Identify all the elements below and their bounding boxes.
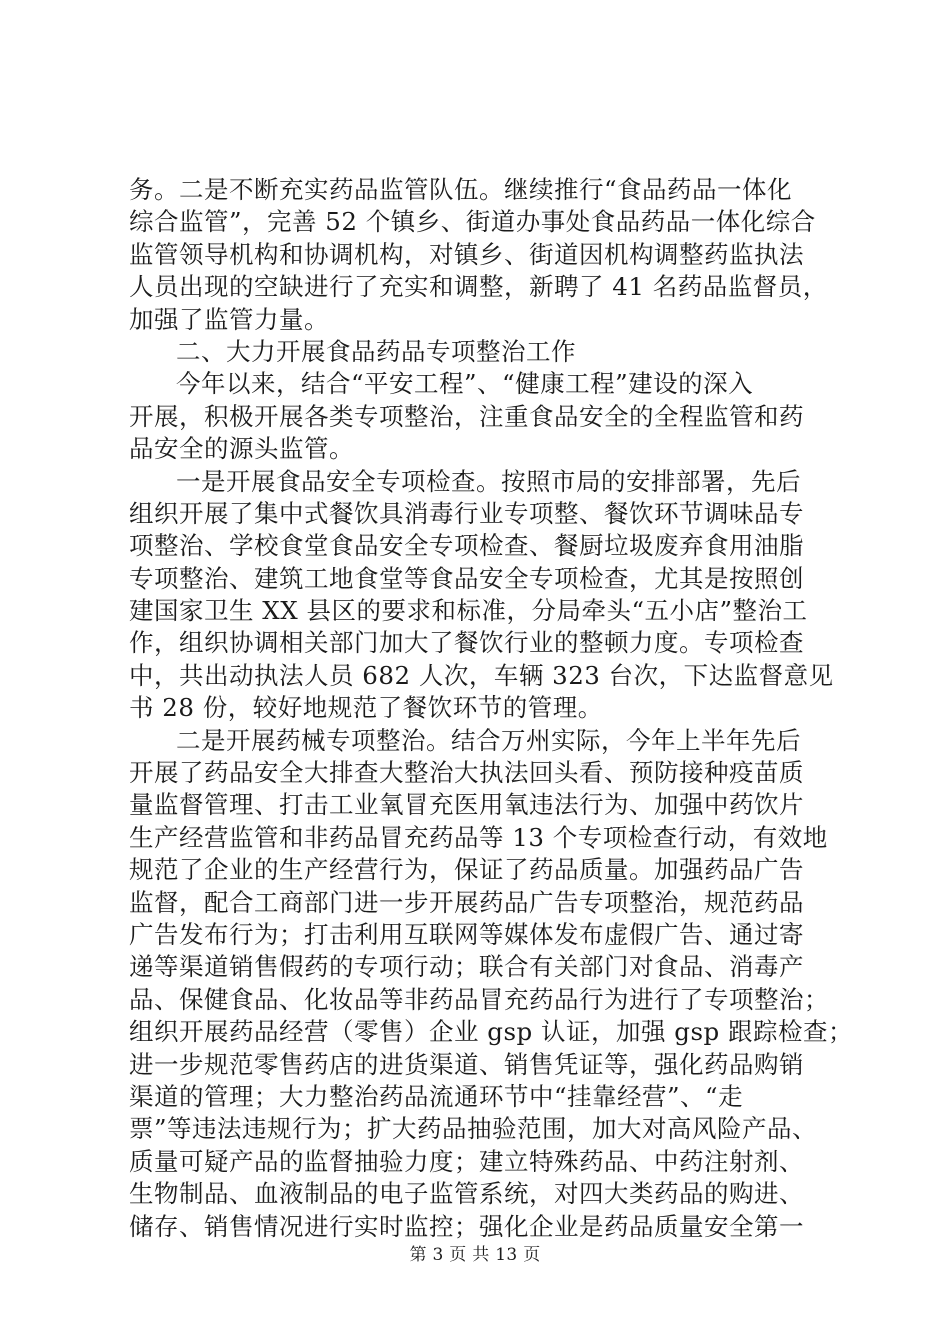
text-line: 广告发布行为；打击利用互联网等媒体发布虚假广告、通过寄 [129,919,804,949]
text-line: 品安全的源头监管。 [129,434,354,464]
text-line: 中，共出动执法人员 682 人次，车辆 323 台次，下达监督意见 [129,660,834,690]
text-line: 一是开展食品安全专项检查。按照市局的安排部署，先后 [176,466,801,496]
text-line: 作，组织协调相关部门加大了餐饮行业的整顿力度。专项检查 [129,628,804,658]
text-line: 人员出现的空缺进行了充实和调整，新聘了 41 名药品监督员， [129,272,828,302]
text-line: 量监督管理、打击工业氧冒充医用氧违法行为、加强中药饮片 [129,790,804,820]
text-line: 监管领导机构和协调机构，对镇乡、街道因机构调整药监执法 [129,239,804,269]
text-line: 品、保健食品、化妆品等非药品冒充药品行为进行了专项整治； [129,984,829,1014]
text-line: 组织开展了集中式餐饮具消毒行业专项整、餐饮环节调味品专 [129,498,804,528]
text-line: 规范了企业的生产经营行为，保证了药品质量。加强药品广告 [129,855,804,885]
body-text [129,174,854,1243]
text-line: 进一步规范零售药店的进货渠道、销售凭证等，强化药品购销 [129,1049,804,1079]
text-line: 渠道的管理；大力整治药品流通环节中“挂靠经营”、“走 [129,1081,744,1111]
text-line: 组织开展药品经营（零售）企业 gsp 认证，加强 gsp 跟踪检查； [129,1017,854,1047]
page-footer: 第 3 页 共 13 页 [409,1245,541,1265]
text-line: 票”等违法违规行为；扩大药品抽验范围，加大对高风险产品、 [129,1114,818,1144]
text-line: 监督，配合工商部门进一步开展药品广告专项整治，规范药品 [129,887,804,917]
text-line: 二是开展药械专项整治。结合万州实际，今年上半年先后 [176,725,801,755]
text-line: 储存、销售情况进行实时监控；强化企业是药品质量安全第一 [129,1211,804,1241]
text-line: 开展，积极开展各类专项整治，注重食品安全的全程监管和药 [129,401,804,431]
text-line: 二、大力开展食品药品专项整治工作 [176,336,576,366]
text-line: 生物制品、血液制品的电子监管系统，对四大类药品的购进、 [129,1179,804,1209]
text-line: 务。二是不断充实药品监管队伍。继续推行“食品药品一体化 [129,175,793,204]
text-line: 综合监管”，完善 52 个镇乡、街道办事处食品药品一体化综合 [129,207,816,237]
text-line: 专项整治、建筑工地食堂等食品安全专项检查，尤其是按照创 [129,563,804,593]
text-line: 开展了药品安全大排查大整治大执法回头看、预防接种疫苗质 [129,758,804,788]
text-line: 加强了监管力量。 [129,304,329,334]
text-line: 书 28 份，较好地规范了餐饮环节的管理。 [129,693,603,723]
text-line: 项整治、学校食堂食品安全专项检查、餐厨垃圾废弃食用油脂 [129,531,804,561]
text-line: 递等渠道销售假药的专项行动；联合有关部门对食品、消毒产 [129,952,804,982]
text-line: 生产经营监管和非药品冒充药品等 13 个专项检查行动，有效地 [129,822,828,852]
text-line: 建国家卫生 XX 县区的要求和标准，分局牵头“五小店”整治工 [129,596,808,626]
text-line: 今年以来，结合“平安工程”、“健康工程”建设的深入 [176,369,754,399]
text-line: 质量可疑产品的监督抽验力度；建立特殊药品、中药注射剂、 [129,1146,804,1176]
